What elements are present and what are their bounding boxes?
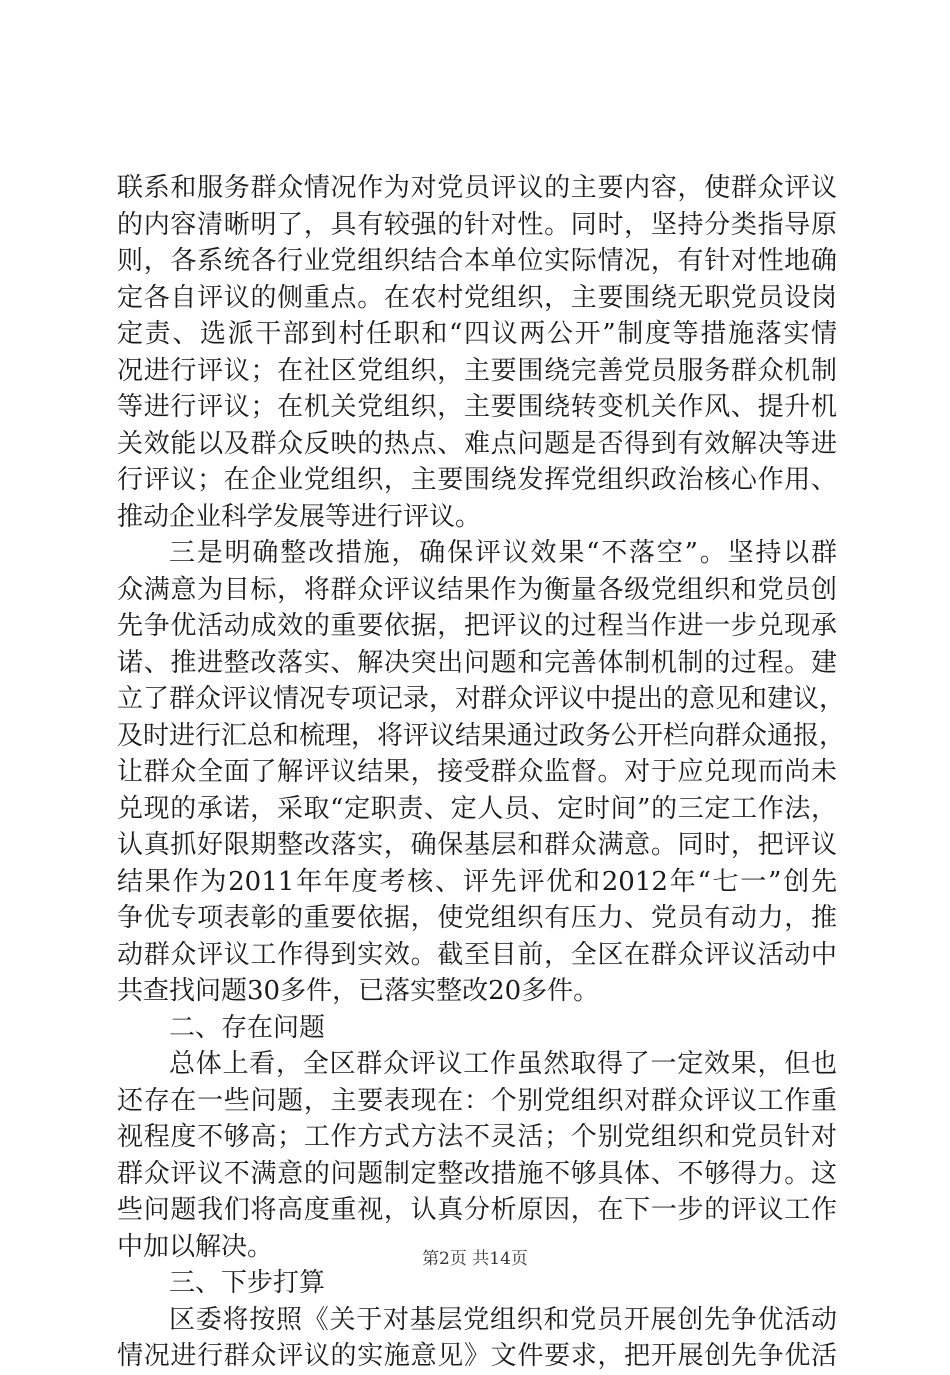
text-line: 推动企业科学发展等进行评议。	[117, 501, 482, 532]
text-line: 等进行评议；在机关党组织，主要围绕转变机关作风、提升机	[117, 392, 837, 422]
text-line: 定各自评议的侧重点。在农村党组织，主要围绕无职党员设岗	[117, 282, 837, 313]
text-line: 共查找问题30多件，已落实整改20多件。	[117, 976, 600, 1006]
document-body	[117, 170, 846, 1375]
text-line: 况进行评议；在社区党组织，主要围绕完善党员服务群众机制	[117, 355, 837, 386]
text-line: 些问题我们将高度重视，认真分析原因，在下一步的评议工作	[117, 1195, 837, 1225]
text-line: 联系和服务群众情况作为对党员评议的主要内容，使群众评议	[117, 173, 837, 203]
paragraph-first-line: 三是明确整改措施，确保评议效果“不落空”。坚持以群	[169, 538, 837, 568]
text-line: 诺、推进整改落实、解决突出问题和完善体制机制的过程。建	[117, 647, 837, 678]
text-line: 立了群众评议情况专项记录，对群众评议中提出的意见和建议，	[117, 684, 846, 714]
text-line: 则，各系统各行业党组织结合本单位实际情况，有针对性地确	[117, 246, 837, 276]
text-line: 及时进行汇总和梳理，将评议结果通过政务公开栏向群众通报，	[117, 720, 846, 751]
section-heading: 二、存在问题	[169, 1012, 326, 1043]
paragraph-first-line: 总体上看，全区群众评议工作虽然取得了一定效果，但也	[169, 1049, 837, 1079]
text-line: 认真抓好限期整改落实，确保基层和群众满意。同时，把评议	[117, 830, 837, 860]
text-line: 动群众评议工作得到实效。截至目前，全区在群众评议活动中	[117, 939, 837, 970]
section-heading: 三、下步打算	[169, 1268, 326, 1298]
text-line: 情况进行群众评议的实施意见》文件要求，把开展创先争优活	[117, 1341, 837, 1371]
text-line: 的内容清晰明了，具有较强的针对性。同时，坚持分类指导原	[117, 209, 837, 240]
text-line: 行评议；在企业党组织，主要围绕发挥党组织政治核心作用、	[117, 465, 837, 495]
text-line: 视程度不够高；工作方式方法不灵活；个别党组织和党员针对	[117, 1122, 837, 1152]
paragraph-first-line: 区委将按照《关于对基层党组织和党员开展创先争优活动	[169, 1304, 837, 1335]
text-line: 先争优活动成效的重要依据，把评议的过程当作进一步兑现承	[117, 611, 837, 641]
text-line: 关效能以及群众反映的热点、难点问题是否得到有效解决等进	[117, 428, 837, 459]
text-line: 中加以解决。	[117, 1231, 274, 1262]
text-line: 结果作为2011年年度考核、评先评优和2012年“七一”创先	[117, 866, 837, 897]
text-line: 定责、选派干部到村任职和“四议两公开”制度等措施落实情	[117, 319, 837, 349]
text-line: 让群众全面了解评议结果，接受群众监督。对于应兑现而尚未	[117, 757, 837, 787]
text-line: 兑现的承诺，采取“定职责、定人员、定时间”的三定工作法，	[117, 793, 837, 824]
text-line: 争优专项表彰的重要依据，使党组织有压力、党员有动力，推	[117, 903, 837, 933]
page-number-footer: 第2页 共14页	[422, 1249, 528, 1269]
text-line: 众满意为目标，将群众评议结果作为衡量各级党组织和党员创	[117, 574, 837, 605]
text-line: 还存在一些问题，主要表现在：个别党组织对群众评议工作重	[117, 1085, 837, 1116]
text-line: 群众评议不满意的问题制定整改措施不够具体、不够得力。这	[117, 1158, 837, 1189]
